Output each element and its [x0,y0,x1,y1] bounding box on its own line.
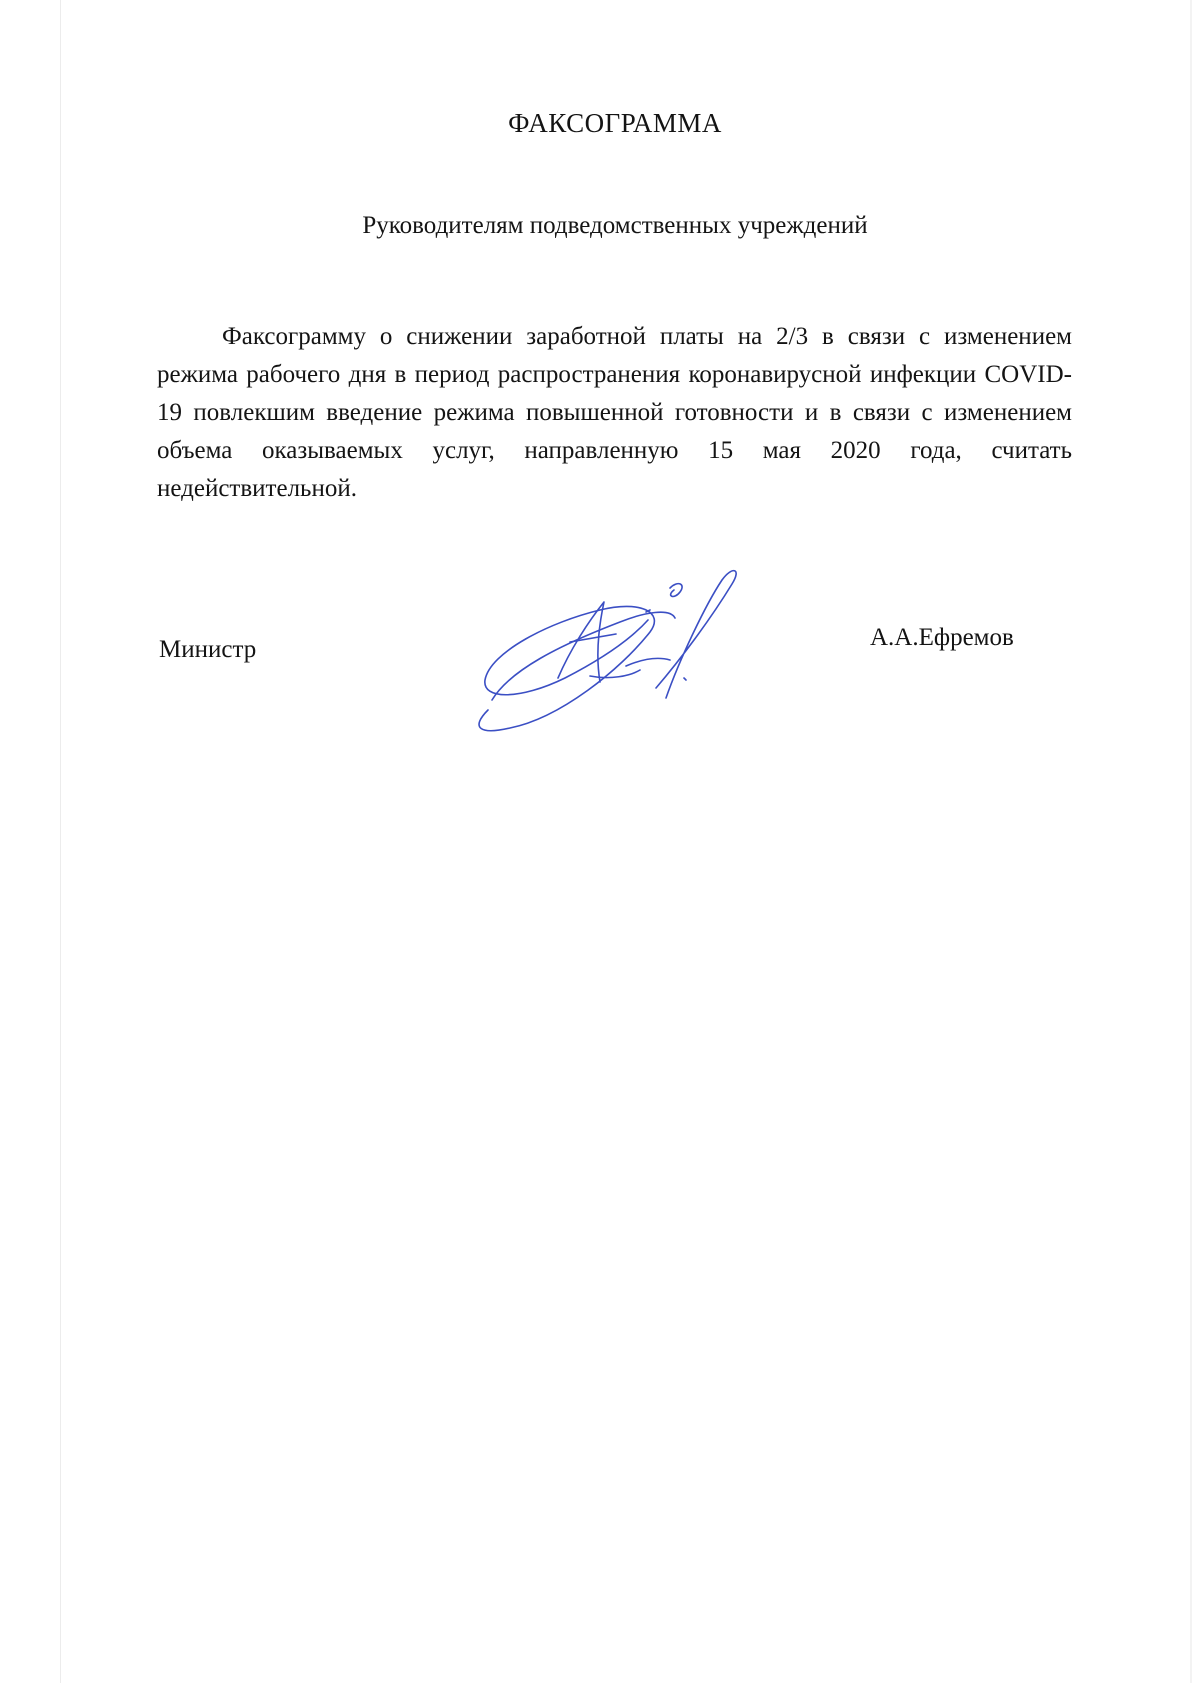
body-paragraph: Факсограмму о снижении заработной платы на 2/3 в связи с изменением режима рабочего дня в период распространения коронавирусной инфекции COVID-19 повлекшим введение режима повышенной готовности и в связи с изменением объема оказываемых услуг, направленную 15 мая 2020 года, считать недействительной. [157,323,1072,502]
signature-block [0,560,1192,740]
signature-drawing [470,560,790,740]
addressee-line: Руководителям подведомственных учреждений [362,212,868,239]
document-title: ФАКСОГРАММА [508,108,722,138]
signer-name: А.А.Ефремов [870,624,1014,651]
scan-edge-left [60,0,61,1683]
handwritten-signature [470,560,790,740]
signer-position: Министр [159,636,257,663]
